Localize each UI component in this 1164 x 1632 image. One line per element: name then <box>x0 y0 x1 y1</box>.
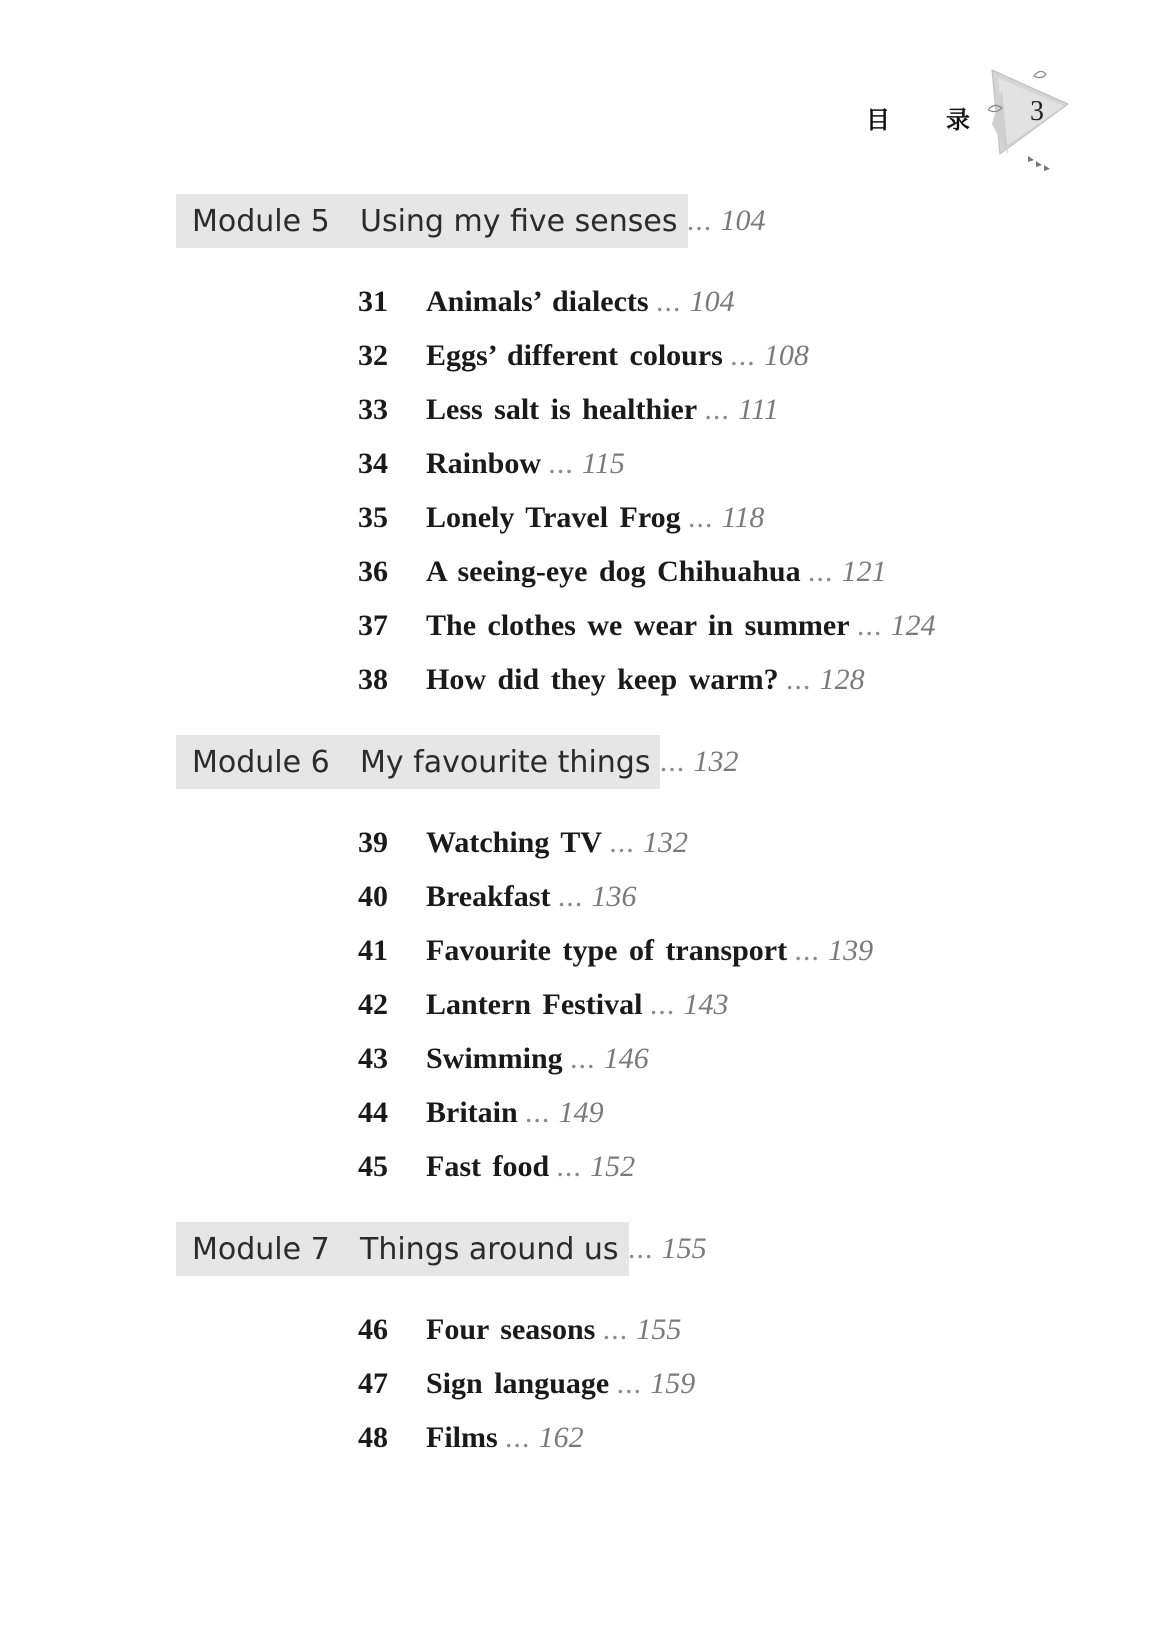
leader-dots: ... <box>570 1042 597 1075</box>
lesson-page-number: 124 <box>890 609 936 642</box>
page-header <box>0 0 1164 190</box>
lesson-number: 40 <box>358 880 388 913</box>
toc-entry[interactable] <box>358 1093 604 1133</box>
leader-dots: ... <box>628 1232 655 1265</box>
module-number: Module 7 <box>192 1231 330 1267</box>
lesson-title: Eggs’ different colours <box>426 339 723 372</box>
toc-entry[interactable] <box>358 1147 635 1187</box>
lesson-page-number: 152 <box>590 1150 636 1183</box>
lesson-page-number: 146 <box>603 1042 649 1075</box>
module-page-number: 104 <box>720 204 766 237</box>
lesson-page-number: 155 <box>636 1313 682 1346</box>
module-page-number: 132 <box>693 745 739 778</box>
leader-dots: ... <box>558 880 584 913</box>
module-title: Things around us <box>360 1231 619 1267</box>
toc-entry[interactable] <box>358 877 636 917</box>
lesson-page-number: 111 <box>738 393 779 426</box>
toc-entry[interactable] <box>358 1418 584 1458</box>
lesson-page-ref <box>571 1042 649 1076</box>
lesson-page-ref <box>705 393 779 427</box>
module-heading[interactable] <box>176 1222 707 1276</box>
lesson-title: Sign language <box>426 1367 610 1400</box>
toc-entry[interactable] <box>358 552 887 592</box>
lesson-number: 48 <box>358 1421 388 1454</box>
module-page-ref <box>660 745 738 779</box>
leader-dots: ... <box>525 1096 552 1129</box>
lesson-page-number: 162 <box>538 1421 584 1454</box>
toc-entry[interactable] <box>358 606 936 646</box>
lesson-page-ref <box>617 1367 695 1401</box>
toc-entry[interactable] <box>358 498 764 538</box>
module-title: My favourite things <box>360 744 651 780</box>
lesson-title: Favourite type of transport <box>426 934 788 967</box>
lesson-page-number: 143 <box>683 988 729 1021</box>
lesson-page-ref <box>557 1150 635 1184</box>
lesson-page-number: 108 <box>763 339 809 372</box>
lesson-number: 45 <box>358 1150 388 1183</box>
toc-entry[interactable] <box>358 336 809 376</box>
lesson-page-number: 118 <box>721 501 765 534</box>
lesson-title: A seeing-eye dog Chihuahua <box>426 555 801 588</box>
lesson-page-ref <box>506 1421 584 1455</box>
leader-dots: ... <box>549 447 575 480</box>
lesson-page-ref <box>558 880 636 914</box>
lesson-title: Fast food <box>426 1150 550 1183</box>
lesson-title: Films <box>426 1421 498 1454</box>
module-heading[interactable] <box>176 735 738 789</box>
leader-dots: ... <box>730 339 757 372</box>
lesson-title: The clothes we wear in summer <box>426 609 850 642</box>
toc-entry[interactable] <box>358 931 873 971</box>
lesson-title: Lonely Travel Frog <box>426 501 681 534</box>
lesson-number: 43 <box>358 1042 388 1075</box>
toc-entry[interactable] <box>358 1310 681 1350</box>
lesson-title: Britain <box>426 1096 518 1129</box>
lesson-number: 34 <box>358 447 388 480</box>
lesson-page-number: 121 <box>841 555 887 588</box>
lesson-number: 36 <box>358 555 388 588</box>
lesson-number: 38 <box>358 663 388 696</box>
header-title-char-1: 目 <box>866 106 890 134</box>
module-page-ref <box>629 1232 707 1266</box>
leader-dots: ... <box>610 826 636 859</box>
lesson-page-ref <box>787 663 865 697</box>
toc-entry[interactable] <box>358 823 688 863</box>
lesson-title: Watching TV <box>426 826 602 859</box>
lesson-number: 39 <box>358 826 388 859</box>
leader-dots: ... <box>705 393 731 426</box>
lesson-number: 32 <box>358 339 388 372</box>
leader-dots: ... <box>660 745 686 778</box>
lesson-page-ref <box>689 501 765 535</box>
lesson-page-number: 132 <box>643 826 688 859</box>
leader-dots: ... <box>795 934 821 967</box>
leader-dots: ... <box>505 1421 532 1454</box>
lesson-number: 46 <box>358 1313 388 1346</box>
module-number: Module 6 <box>192 744 330 780</box>
leader-dots: ... <box>688 501 715 534</box>
module-heading-box <box>176 1222 629 1276</box>
lesson-page-ref <box>858 609 936 643</box>
lesson-number: 33 <box>358 393 388 426</box>
lesson-page-ref <box>731 339 809 373</box>
lesson-page-number: 104 <box>689 285 735 318</box>
module-page-ref <box>688 204 766 238</box>
leader-dots: ... <box>557 1150 583 1183</box>
lesson-page-ref <box>650 988 728 1022</box>
lesson-number: 31 <box>358 285 388 318</box>
lesson-number: 44 <box>358 1096 388 1129</box>
module-heading-box <box>176 735 660 789</box>
lesson-page-number: 115 <box>582 447 625 480</box>
leader-dots: ... <box>617 1367 643 1400</box>
lesson-page-number: 136 <box>591 880 637 913</box>
leader-dots: ... <box>808 555 835 588</box>
lesson-page-ref <box>795 934 873 968</box>
lesson-page-ref <box>526 1096 604 1130</box>
lesson-page-number: 139 <box>828 934 874 967</box>
lesson-page-ref <box>809 555 887 589</box>
module-page-number: 155 <box>661 1232 707 1265</box>
lesson-title: Less salt is healthier <box>426 393 698 426</box>
leader-dots: ... <box>857 609 884 642</box>
module-heading-box <box>176 194 688 248</box>
lesson-number: 47 <box>358 1367 388 1400</box>
module-heading[interactable] <box>176 194 766 248</box>
leader-dots: ... <box>687 204 713 237</box>
lesson-page-ref <box>657 285 735 319</box>
leader-dots: ... <box>650 988 676 1021</box>
module-title: Using my five senses <box>360 203 678 239</box>
lesson-number: 42 <box>358 988 388 1021</box>
lesson-page-ref <box>549 447 625 481</box>
page-number: 3 <box>1030 96 1044 127</box>
toc-entry[interactable] <box>358 660 865 700</box>
lesson-number: 41 <box>358 934 388 967</box>
lesson-title: Four seasons <box>426 1313 596 1346</box>
toc-entry[interactable] <box>358 282 735 322</box>
module-number: Module 5 <box>192 203 330 239</box>
lesson-title: Breakfast <box>426 880 551 913</box>
lesson-title: How did they keep warm? <box>426 663 779 696</box>
lesson-title: Swimming <box>426 1042 563 1075</box>
header-title-char-2: 录 <box>946 106 970 134</box>
lesson-number: 37 <box>358 609 388 642</box>
toc-entry[interactable] <box>358 390 779 430</box>
lesson-title: Rainbow <box>426 447 542 480</box>
toc-entry[interactable] <box>358 1364 695 1404</box>
lesson-title: Lantern Festival <box>426 988 643 1021</box>
lesson-number: 35 <box>358 501 388 534</box>
lesson-page-number: 159 <box>650 1367 696 1400</box>
lesson-page-ref <box>610 826 688 860</box>
lesson-page-ref <box>603 1313 681 1347</box>
lesson-page-number: 149 <box>558 1096 604 1129</box>
lesson-title: Animals’ dialects <box>426 285 649 318</box>
toc-entry[interactable] <box>358 444 625 484</box>
lesson-page-number: 128 <box>819 663 865 696</box>
toc-entry[interactable] <box>358 985 728 1025</box>
leader-dots: ... <box>656 285 683 318</box>
toc-entry[interactable] <box>358 1039 649 1079</box>
leader-dots: ... <box>786 663 813 696</box>
leader-dots: ... <box>603 1313 629 1346</box>
